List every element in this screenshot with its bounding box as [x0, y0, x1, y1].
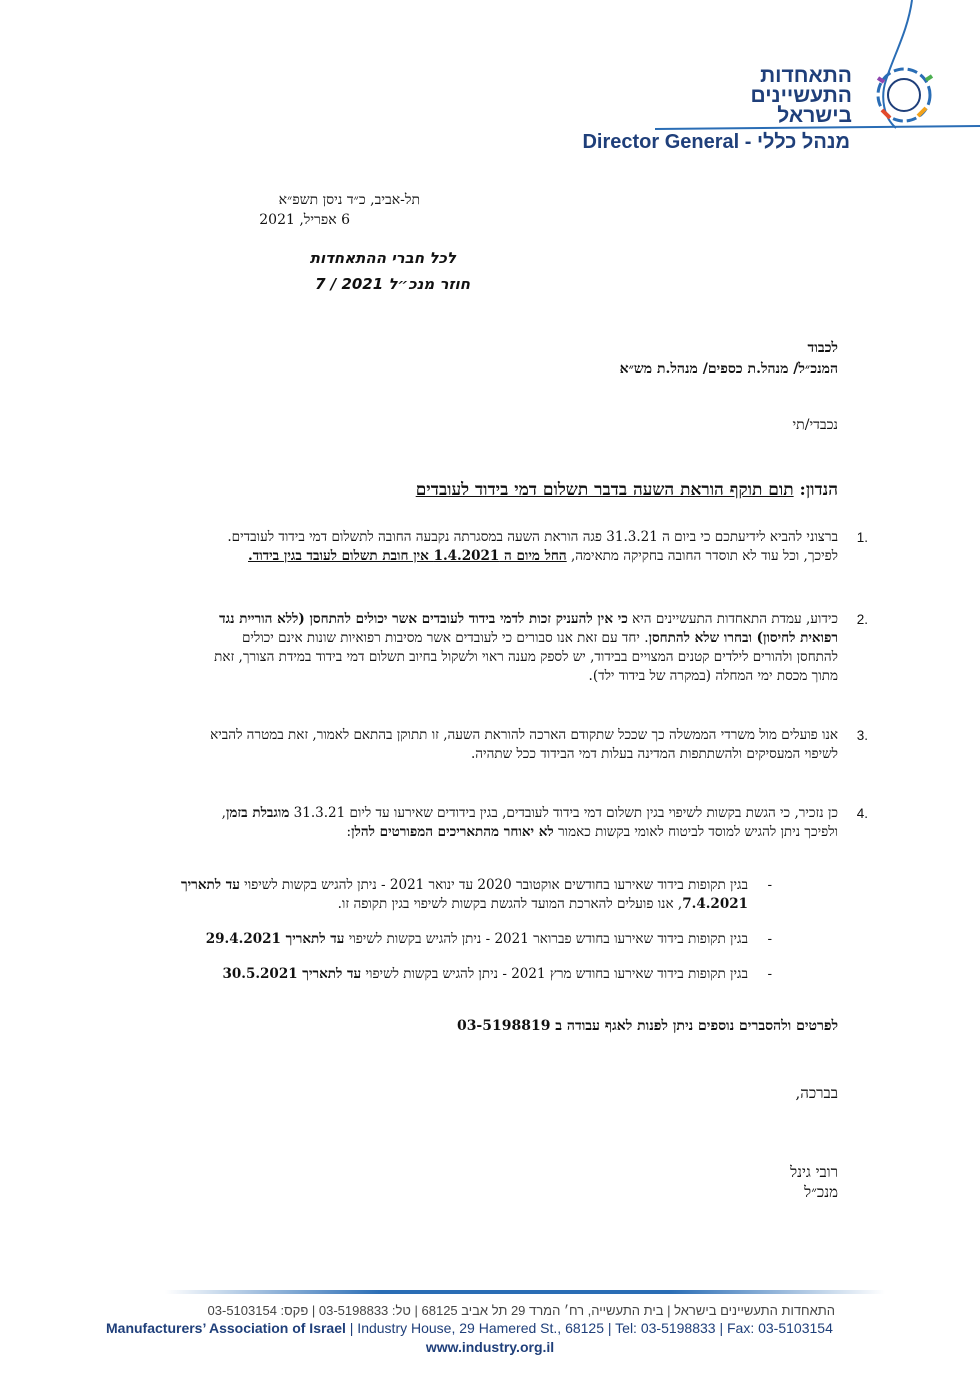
greeting: נכבדי/תי — [792, 417, 838, 433]
item-text: ברצוני להביא לידיעתכם כי ביום ה 31.3.21 פגה הוראת השעה במסגרתה נקבעה החובה לתשלום דמי בידוד לעובדים. לפיכך, וכל עוד לא תוסדר החובה בחקיקה מתאימה, — [227, 529, 838, 564]
handwritten-recipients: לכל חברי ההתאחדות — [309, 249, 456, 267]
gregorian-date: 6 אפריל, 2021 — [259, 212, 350, 228]
item-number: .1 — [856, 530, 868, 545]
subject-line — [416, 480, 838, 500]
closing-blessing: בברכה, — [795, 1084, 838, 1102]
signer-title: מנכ״ל — [804, 1183, 838, 1201]
footer-address-details: | Industry House, 29 Hamered St., 68125 | Tel: 03-5198833 | Fax: 03-5103154 — [345, 1320, 833, 1336]
recipient-honorific: לכבוד — [807, 340, 838, 356]
director-general-title: Director General - מנהל כללי — [582, 131, 850, 153]
item-bold-text: החל מיום ה 1.4.2021 אין חובת תשלום לעובד בגין בידוד. — [248, 548, 567, 564]
list-item-2 — [198, 610, 868, 686]
footer-divider — [165, 1290, 885, 1294]
org-name-line-3: בישראל — [777, 104, 852, 127]
subject-prefix: הנדון: — [799, 480, 838, 500]
item-text-end: : — [346, 824, 352, 840]
bullet-dash: - — [767, 966, 772, 982]
deadline-bullet-1 — [148, 876, 772, 914]
signature-block — [790, 1162, 838, 1202]
footer-website-link[interactable]: www.industry.org.il — [425, 1339, 555, 1355]
item-number: .4 — [856, 806, 868, 821]
date-block — [259, 190, 470, 294]
deadline-bullet-3 — [148, 965, 772, 984]
list-item-3 — [198, 726, 868, 764]
hebrew-date: תל-אביב, כ״ד ניסן תשפ״א — [278, 192, 420, 208]
bullet-dash: - — [767, 877, 772, 893]
footer-english-address — [106, 1320, 906, 1336]
bullet-text-continued: , אנו פועלים להארכת המועד להגשת בקשות לשיפוי בגין תקופה זו. — [337, 896, 683, 912]
bullet-deadline: עד לתאריך 30.5.2021 — [222, 966, 362, 982]
list-item-4 — [198, 804, 868, 842]
bullet-text: בגין תקופות בידוד שאירעו בחודש פברואר 2021 - ניתן להגיש בקשות לשיפוי — [344, 931, 748, 947]
org-name-line-1: התאחדות — [760, 64, 852, 87]
item-bold-text: כי אין להעניק זכות לדמי בידוד לעובדים אשר יכולים להתחסן (ללא הוריית נגד רפואית לחיסון) ובחרו שלא להתחסן — [219, 611, 838, 646]
item-text: כידוע, עמדת התאחדות התעשיינים היא — [627, 611, 838, 627]
item-text: אנו פועלים מול משרדי הממשלה כך שככל שתקודם הארכה להוראת השעה, זו תתוקן בהתאם לאמור, זאת במטרה להביא לשיפוי המעסיקים ולהשתתפות המדינה בעלות דמי הבידוד ככל שתהיה. — [210, 727, 838, 762]
bullet-text: בגין תקופות בידוד שאירעו בחודשים אוקטובר 2020 עד ינואר 2021 - ניתן להגיש בקשות לשיפוי — [239, 877, 748, 893]
subject-text: תום תוקף הוראת השעה בדבר תשלום דמי בידוד לעובדים — [415, 480, 794, 500]
item-bold-text-2: לא יאוחר מהתאריכים המפורטים להלן — [351, 824, 554, 840]
bullet-deadline: עד לתאריך 29.4.2021 — [205, 931, 345, 947]
recipient-block — [620, 338, 838, 380]
bullet-dash: - — [767, 931, 772, 947]
bullet-text: בגין תקופות בידוד שאירעו בחודש מרץ 2021 - ניתן להגיש בקשות לשיפוי — [361, 966, 748, 982]
item-bold-text: מוגבלת בזמן — [225, 805, 290, 821]
item-number: .2 — [856, 612, 868, 627]
list-item-1 — [198, 528, 868, 566]
org-name-line-2: התעשיינים — [750, 84, 852, 107]
item-text-continued: , ולפיכך ניתן להגיש למוסד לביטוח לאומי בקשות כאמור — [221, 805, 838, 840]
footer-org-name: Manufacturers’ Association of Israel — [106, 1320, 346, 1336]
footer-hebrew-address: התאחדות התעשיינים בישראל | בית התעשייה, רח׳ המרד 29 תל אביב 68125 | טל: 03-5198833 | פקס: 03-5103154 — [207, 1303, 835, 1318]
more-info-contact: לפרטים ולהסברים נוספים ניתן לפנות לאגף עבודה ב 03-5198819 — [456, 1018, 838, 1034]
item-number: .3 — [856, 728, 868, 743]
item-text-continued: . יחד עם זאת אנו סבורים כי לעובדים אשר מסיבות רפואיות שונות אינם יכולים להתחסן ולהורים לילדים קטנים המצויים בבידוד, יש לספק מענה ראוי ולשקול בחיוב תשלום דמי בידוד במידת הצורך, זאת מתוך מכסת ימי המחלה (במקרה של בידוד ילד). — [214, 630, 838, 684]
organization-name — [712, 66, 852, 126]
handwritten-circular-number: חוזר מנכ״ל 2021 / 7 — [315, 275, 470, 293]
bullet-deadline: עד לתאריך 7.4.2021 — [181, 877, 748, 912]
item-text: כן נזכיר, כי הגשת בקשות לשיפוי בגין תשלום דמי בידוד לעובדים, בגין בידודים שאירעו עד ליום 31.3.21 — [289, 805, 838, 821]
deadline-bullet-2 — [148, 930, 772, 949]
recipient-roles: המנכ״ל/ מנהל.ת כספים/ מנהל.ת מש״א — [619, 361, 838, 377]
signer-name: רובי גינל — [790, 1163, 838, 1181]
